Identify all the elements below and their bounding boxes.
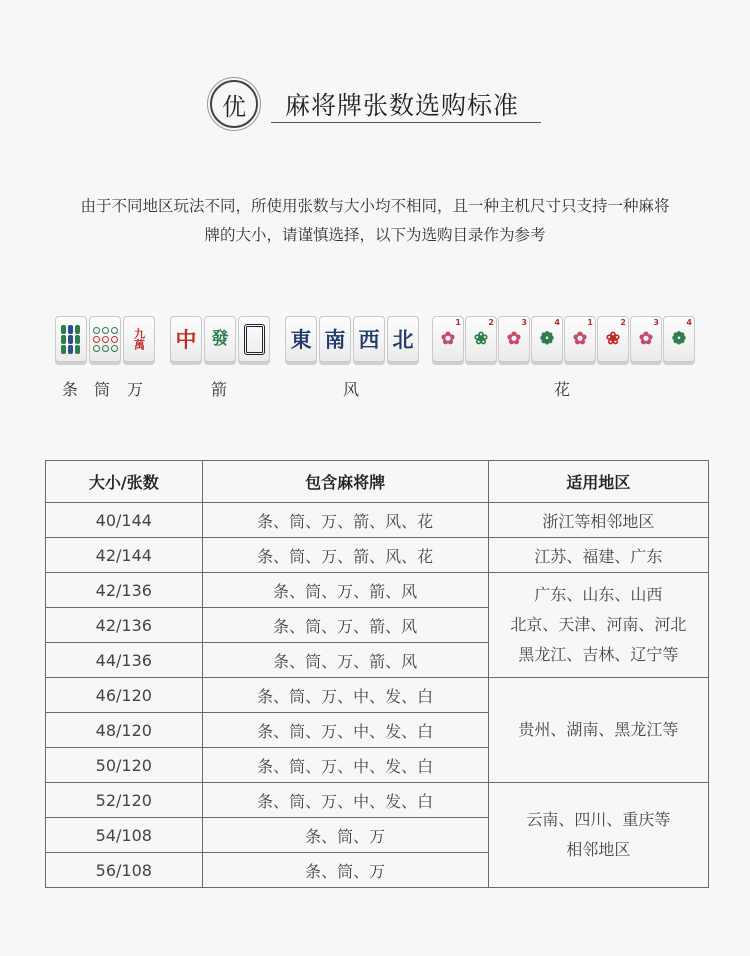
flower-icon: ✿ <box>506 328 522 349</box>
title-underline <box>271 122 541 123</box>
wind-glyph: 北 <box>392 326 414 352</box>
cell-size: 56/108 <box>46 853 203 888</box>
flower-tile <box>432 316 464 362</box>
tile-showcase <box>0 316 750 366</box>
flower-tile <box>630 316 662 362</box>
category-label-tong: 筒 <box>94 380 111 399</box>
cell-size: 48/120 <box>46 713 203 748</box>
cell-size: 50/120 <box>46 748 203 783</box>
header-tiles: 包含麻将牌 <box>202 461 488 503</box>
wind-glyph: 東 <box>290 326 312 352</box>
region-line: 相邻地区 <box>566 840 631 859</box>
flower-number: 4 <box>686 318 692 327</box>
flower-tile <box>465 316 497 362</box>
flower-number: 1 <box>587 318 593 327</box>
cell-tiles: 条、筒、万、中、发、白 <box>202 678 488 713</box>
region-line: 云南、四川、重庆等 <box>526 810 671 829</box>
cell-size: 42/136 <box>46 608 203 643</box>
cell-tiles: 条、筒、万、箭、风 <box>202 608 488 643</box>
flower-icon: ✿ <box>572 328 588 349</box>
bamboo-tile <box>55 316 87 362</box>
cell-tiles: 条、筒、万、中、发、白 <box>202 783 488 818</box>
flower-icon: ❀ <box>473 328 489 349</box>
table-row <box>46 503 709 538</box>
table-row <box>46 678 709 713</box>
flower-icon: ❁ <box>539 328 555 349</box>
category-label-jian: 箭 <box>211 380 228 399</box>
wind-tile-south <box>319 316 351 362</box>
category-label-hua: 花 <box>554 380 571 399</box>
flower-tile <box>498 316 530 362</box>
intro-line-1: 由于不同地区玩法不同，所使用张数与大小均不相同，且一种主机尺寸只支持一种麻将 <box>80 197 670 215</box>
wind-tile-west <box>353 316 385 362</box>
cell-tiles: 条、筒、万、箭、风 <box>202 573 488 608</box>
cell-size: 40/144 <box>46 503 203 538</box>
category-label-wan: 万 <box>127 380 144 399</box>
flower-number: 3 <box>521 318 527 327</box>
region-line: 北京、天津、河南、河北 <box>510 615 687 634</box>
flower-icon: ❀ <box>605 328 621 349</box>
page-title: 麻将牌张数选购标准 <box>285 91 520 120</box>
wind-tile-east <box>285 316 317 362</box>
cell-region <box>488 783 708 888</box>
intro-text <box>40 192 710 250</box>
table-header-row <box>46 461 709 503</box>
table-row <box>46 538 709 573</box>
flower-tile <box>564 316 596 362</box>
cell-size: 44/136 <box>46 643 203 678</box>
wind-tile-north <box>387 316 419 362</box>
flower-tile <box>597 316 629 362</box>
white-dragon-frame <box>244 324 265 355</box>
flower-number: 1 <box>455 318 461 327</box>
flower-number: 3 <box>653 318 659 327</box>
wind-glyph: 西 <box>358 326 380 352</box>
cell-region: 浙江等相邻地区 <box>488 503 708 538</box>
cell-tiles: 条、筒、万、箭、风、花 <box>202 503 488 538</box>
category-label-tiao: 条 <box>62 380 79 399</box>
category-label-feng: 风 <box>343 380 360 399</box>
cell-region: 贵州、湖南、黑龙江等 <box>488 678 708 783</box>
cell-tiles: 条、筒、万 <box>202 853 488 888</box>
cell-tiles: 条、筒、万、箭、风 <box>202 643 488 678</box>
flower-tile <box>531 316 563 362</box>
region-line: 黑龙江、吉林、辽宁等 <box>518 645 679 664</box>
white-dragon-tile <box>238 316 270 362</box>
spec-table <box>45 460 709 888</box>
cell-tiles: 条、筒、万 <box>202 818 488 853</box>
flower-number: 2 <box>620 318 626 327</box>
badge-icon: 优 <box>210 80 258 128</box>
cell-size: 54/108 <box>46 818 203 853</box>
intro-line-2: 牌的大小，请谨慎选择，以下为选购目录作为参考 <box>204 226 546 244</box>
green-dragon-glyph: 發 <box>211 328 229 349</box>
cell-region <box>488 573 708 678</box>
region-line: 广东、山东、山西 <box>534 585 663 604</box>
character-tile <box>123 316 155 362</box>
flower-icon: ✿ <box>440 328 456 349</box>
character-tile-glyph: 九萬 <box>132 328 146 350</box>
cell-size: 42/136 <box>46 573 203 608</box>
header-size: 大小/张数 <box>46 461 203 503</box>
red-dragon-tile <box>170 316 202 362</box>
cell-tiles: 条、筒、万、中、发、白 <box>202 748 488 783</box>
flower-tile <box>663 316 695 362</box>
red-dragon-glyph: 中 <box>175 326 197 352</box>
cell-size: 42/144 <box>46 538 203 573</box>
flower-icon: ❁ <box>671 328 687 349</box>
flower-number: 4 <box>554 318 560 327</box>
cell-region: 江苏、福建、广东 <box>488 538 708 573</box>
header-region: 适用地区 <box>488 461 708 503</box>
cell-size: 46/120 <box>46 678 203 713</box>
table-row <box>46 573 709 608</box>
flower-icon: ✿ <box>638 328 654 349</box>
circle-tile <box>89 316 121 362</box>
flower-number: 2 <box>488 318 494 327</box>
cell-tiles: 条、筒、万、箭、风、花 <box>202 538 488 573</box>
section-header <box>205 80 545 130</box>
cell-size: 52/120 <box>46 783 203 818</box>
cell-tiles: 条、筒、万、中、发、白 <box>202 713 488 748</box>
green-dragon-tile <box>204 316 236 362</box>
wind-glyph: 南 <box>324 326 346 352</box>
table-row <box>46 783 709 818</box>
